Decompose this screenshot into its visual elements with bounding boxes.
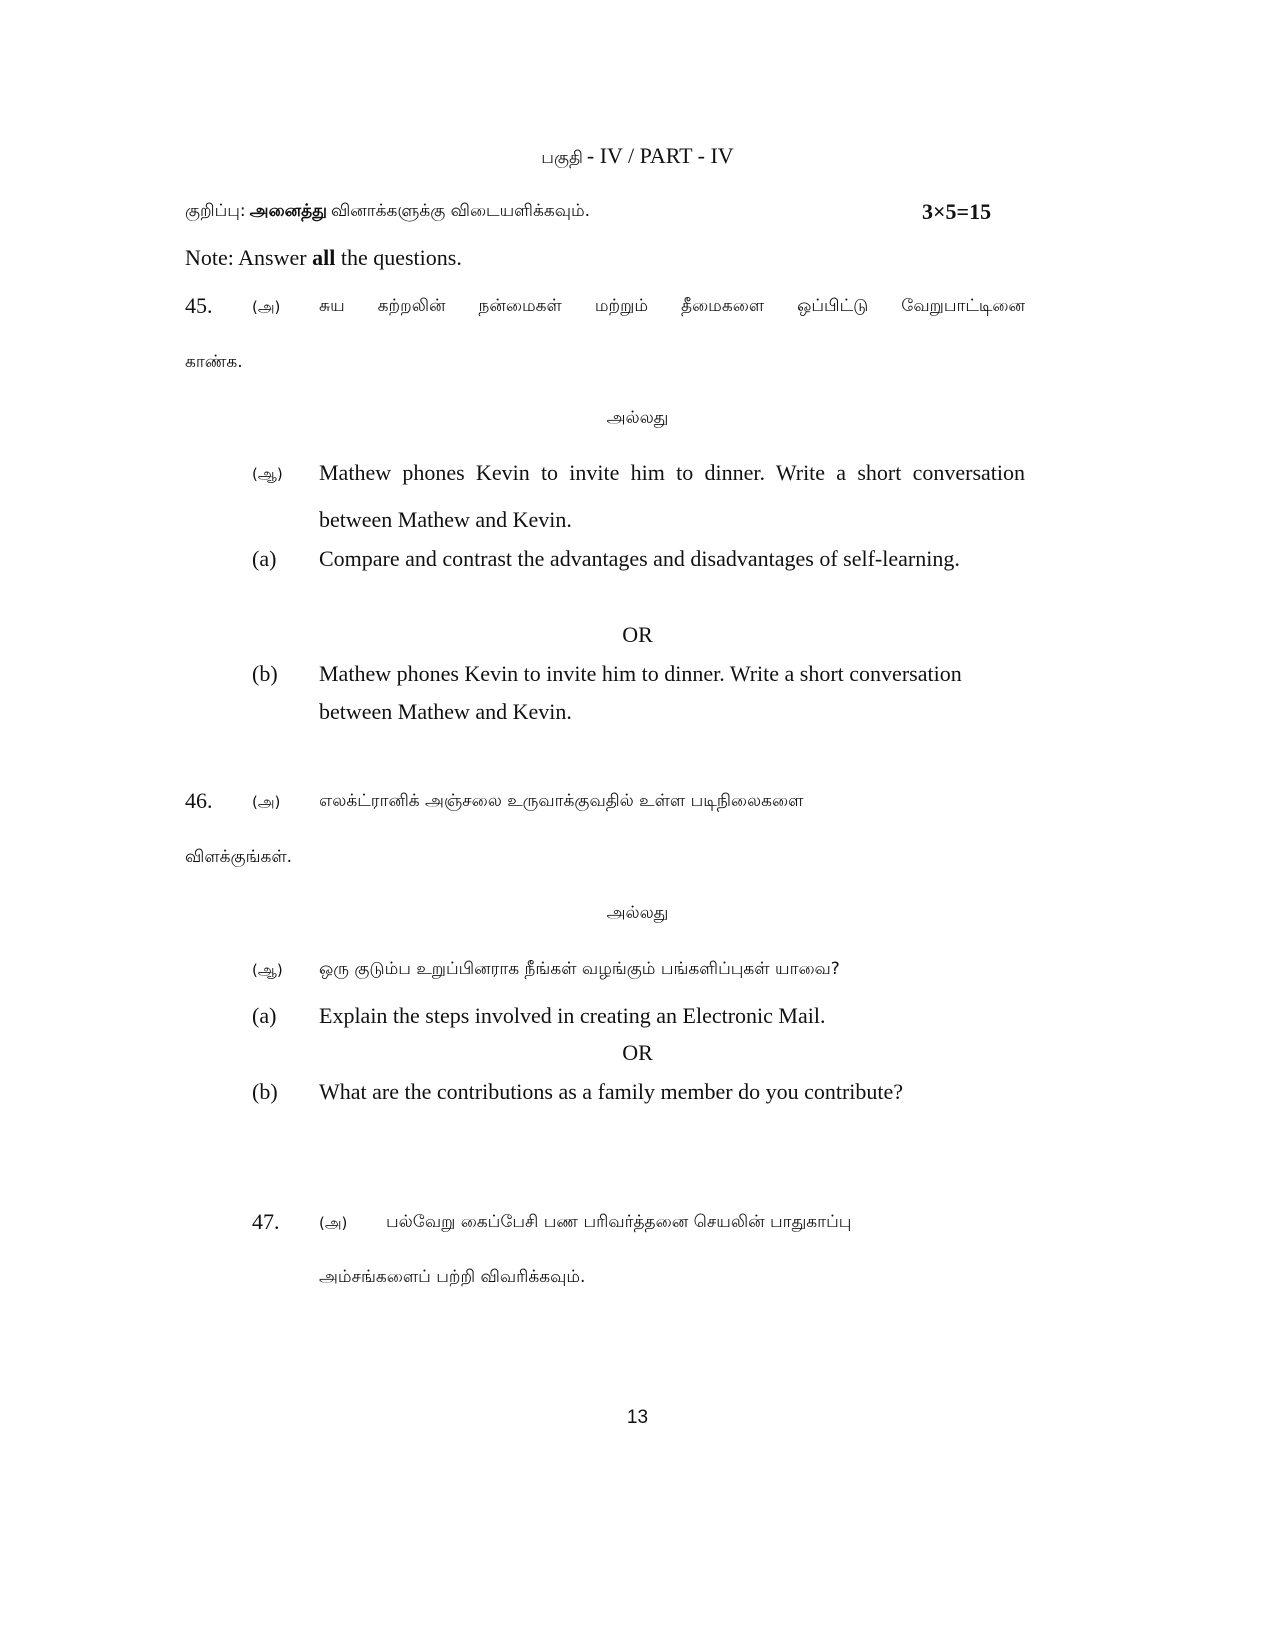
q45-tamil-b-label: (ஆ) <box>252 465 283 483</box>
q47-tamil-a-line1: பல்வேறு கைப்பேசி பண பரிவர்த்தனை செயலின் பாதுகாப்பு <box>386 1212 852 1232</box>
question-number-46: 46. <box>185 788 213 813</box>
q46-tamil-a-label: (அ) <box>252 793 281 811</box>
q46-tamil-a-line1: எலக்ட்ரானிக் அஞ்சலை உருவாக்குவதில் உள்ள படிநிலைகளை <box>319 791 804 811</box>
q47-tamil-a-label: (அ) <box>319 1214 348 1232</box>
note-tamil <box>185 201 590 223</box>
q45-b-label: (b) <box>252 661 278 686</box>
q47-tamil-a-line2: அம்சங்களைப் பற்றி விவரிக்கவும். <box>319 1267 586 1287</box>
note-english-bold: all <box>312 245 336 270</box>
q46-or: OR <box>622 1040 653 1065</box>
note-english-prefix: Note: Answer <box>185 245 307 270</box>
question-number-45: 45. <box>185 293 213 318</box>
q45-tamil-a-line1: சுய கற்றலின் நன்மைகள் மற்றும் தீமைகளை ஒப்பிட்டு வேறுபாட்டினை <box>319 296 1025 316</box>
q45-a-text: Compare and contrast the advantages and disadvantages of self-learning. <box>319 546 960 571</box>
q45-tamil-b-line2: between Mathew and Kevin. <box>319 507 572 532</box>
note-english <box>185 245 462 271</box>
q46-a-label: (a) <box>252 1003 277 1028</box>
question-number-47: 47. <box>252 1209 280 1234</box>
marks-allocation: 3×5=15 <box>922 199 992 224</box>
q45-a-label: (a) <box>252 546 277 571</box>
q46-tamil-a-line2: விளக்குங்கள். <box>185 847 293 867</box>
part-heading <box>0 143 1275 170</box>
q46-a-text: Explain the steps involved in creating an Electronic Mail. <box>319 1003 826 1028</box>
q45-tamil-or: அல்லது <box>606 408 669 428</box>
q46-tamil-or: அல்லது <box>606 903 669 923</box>
q46-b-label: (b) <box>252 1079 278 1104</box>
note-tamil-bold: அனைத்து <box>249 201 327 221</box>
q45-or: OR <box>622 622 653 647</box>
q46-b-text: What are the contributions as a family member do you contribute? <box>319 1079 904 1104</box>
part-heading-tamil: பகுதி <box>541 148 583 168</box>
q45-b-line1: Mathew phones Kevin to invite him to dinner. Write a short conversation <box>319 661 962 686</box>
note-english-suffix: the questions. <box>340 245 462 270</box>
q45-tamil-b-line1: Mathew phones Kevin to invite him to dinner. Write a short conversation <box>319 460 1025 485</box>
q46-tamil-b-line1: ஒரு குடும்ப உறுப்பினராக நீங்கள் வழங்கும் பங்களிப்புகள் யாவை? <box>319 959 840 979</box>
part-heading-english: - IV / PART - IV <box>586 143 734 168</box>
q45-tamil-a-label: (அ) <box>252 298 281 316</box>
q45-tamil-a-line2: காண்க. <box>185 352 243 372</box>
q45-b-line2: between Mathew and Kevin. <box>319 699 572 724</box>
q46-tamil-b-label: (ஆ) <box>252 961 283 979</box>
note-tamil-label: குறிப்பு: <box>185 201 246 221</box>
page-number: 13 <box>626 1407 649 1428</box>
note-tamil-rest: வினாக்களுக்கு விடையளிக்கவும். <box>330 201 591 221</box>
